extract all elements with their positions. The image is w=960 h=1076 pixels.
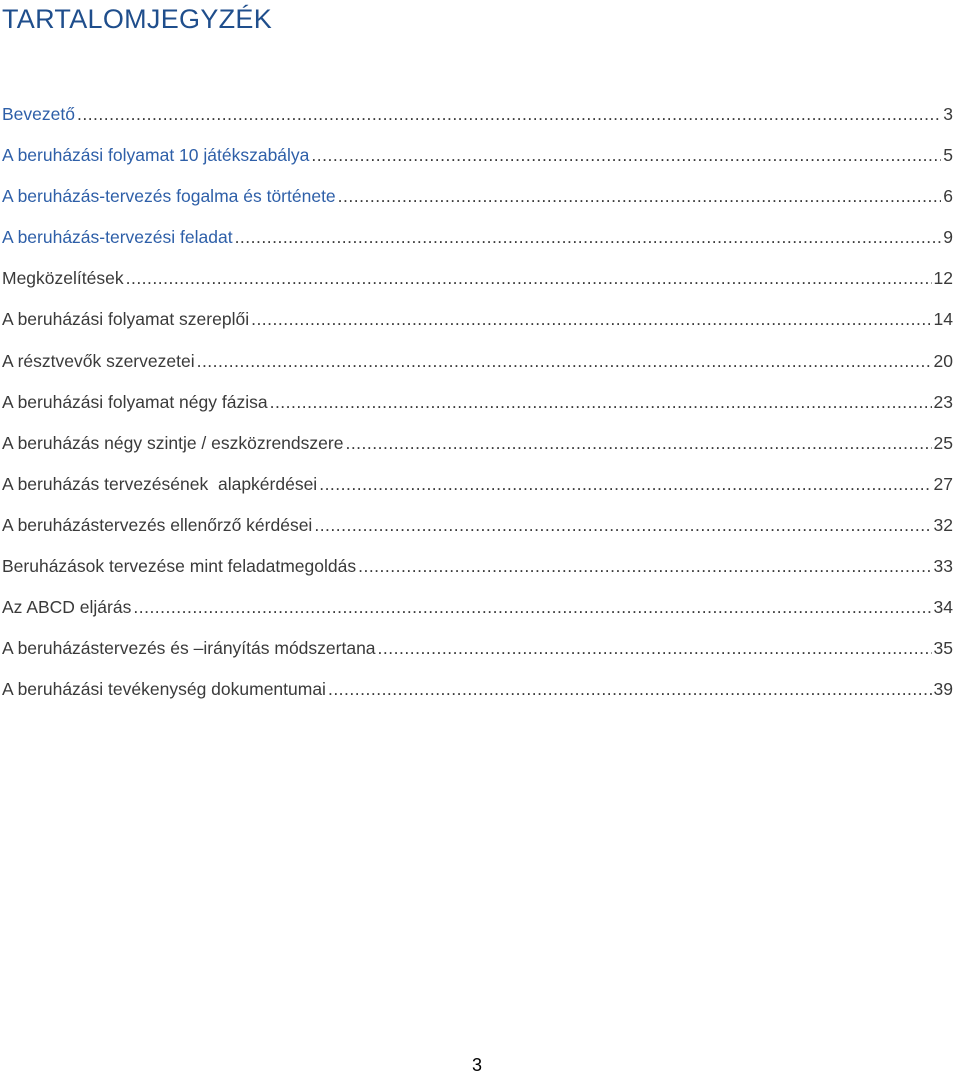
toc-entry-page[interactable]: 33: [933, 556, 953, 577]
toc-entry-page[interactable]: 27: [933, 473, 953, 494]
toc-entry[interactable]: [2, 429, 953, 470]
toc-entry-page[interactable]: 39: [933, 679, 953, 700]
page-number: 3: [471, 1055, 482, 1075]
toc-entry-text[interactable]: Az ABCD eljárás: [2, 597, 132, 618]
toc-entry-text[interactable]: A beruházási folyamat szereplői: [2, 309, 250, 330]
toc-entry-page[interactable]: 35: [933, 638, 953, 659]
toc-entry-text[interactable]: A beruházás négy szintje / eszközrendszere: [2, 432, 344, 453]
dot-leader: [77, 100, 941, 128]
toc-entry-page[interactable]: 20: [933, 350, 953, 371]
toc-entry-page[interactable]: 6: [943, 186, 953, 207]
toc-entry[interactable]: [2, 388, 953, 429]
toc-entry-text[interactable]: A beruházás-tervezési feladat: [2, 227, 233, 248]
dot-leader: [378, 634, 932, 662]
toc-entry[interactable]: [2, 552, 953, 593]
toc-entry-text[interactable]: A beruházás-tervezés fogalma és története: [2, 186, 336, 207]
dot-leader: [270, 388, 932, 416]
dot-leader: [197, 347, 932, 375]
toc-entry-text[interactable]: Beruházások tervezése mint feladatmegoldás: [2, 556, 357, 577]
table-of-contents: [2, 100, 953, 716]
toc-entry-page[interactable]: 12: [933, 268, 953, 289]
toc-entry[interactable]: [2, 511, 953, 552]
dot-leader: [133, 593, 931, 621]
dot-leader: [345, 429, 931, 457]
dot-leader: [338, 182, 942, 210]
toc-entry[interactable]: [2, 100, 953, 141]
toc-entry-text[interactable]: A beruházási tevékenység dokumentumai: [2, 679, 326, 700]
toc-entry[interactable]: [2, 264, 953, 305]
toc-entry[interactable]: [2, 141, 953, 182]
toc-title: TARTALOMJEGYZÉK: [2, 4, 273, 34]
toc-entry[interactable]: [2, 305, 953, 346]
toc-entry-text[interactable]: A beruházás tervezésének alapkérdései: [2, 473, 318, 494]
dot-leader: [319, 470, 931, 498]
dot-leader: [311, 141, 941, 169]
toc-entry-text[interactable]: A beruházástervezés ellenőrző kérdései: [2, 514, 313, 535]
dot-leader: [328, 675, 932, 703]
dot-leader: [126, 264, 932, 292]
toc-entry[interactable]: [2, 470, 953, 511]
toc-entry[interactable]: [2, 223, 953, 264]
toc-entry-page[interactable]: 23: [933, 391, 953, 412]
toc-entry-text[interactable]: A beruházási folyamat négy fázisa: [2, 391, 268, 412]
toc-entry-text[interactable]: Megközelítések: [2, 268, 124, 289]
dot-leader: [235, 223, 942, 251]
toc-entry[interactable]: [2, 593, 953, 634]
toc-entry-text[interactable]: Bevezető: [2, 104, 75, 124]
toc-entry-text[interactable]: A résztvevők szervezetei: [2, 350, 195, 371]
toc-entry[interactable]: [2, 182, 953, 223]
toc-entry-page[interactable]: 9: [943, 227, 953, 248]
dot-leader: [314, 511, 931, 539]
toc-entry-page[interactable]: 14: [933, 309, 953, 330]
toc-entry[interactable]: [2, 347, 953, 388]
toc-entry[interactable]: [2, 634, 953, 675]
dot-leader: [251, 305, 931, 333]
toc-entry[interactable]: [2, 675, 953, 716]
toc-entry-page[interactable]: 34: [933, 597, 953, 618]
toc-entry-page[interactable]: 25: [933, 432, 953, 453]
toc-entry-page[interactable]: 5: [943, 145, 953, 166]
toc-entry-page[interactable]: 3: [943, 104, 953, 124]
dot-leader: [358, 552, 931, 580]
toc-entry-text[interactable]: A beruházási folyamat 10 játékszabálya: [2, 145, 310, 166]
toc-entry-page[interactable]: 32: [933, 514, 953, 535]
toc-entry-text[interactable]: A beruházástervezés és –irányítás módszertana: [2, 638, 376, 659]
